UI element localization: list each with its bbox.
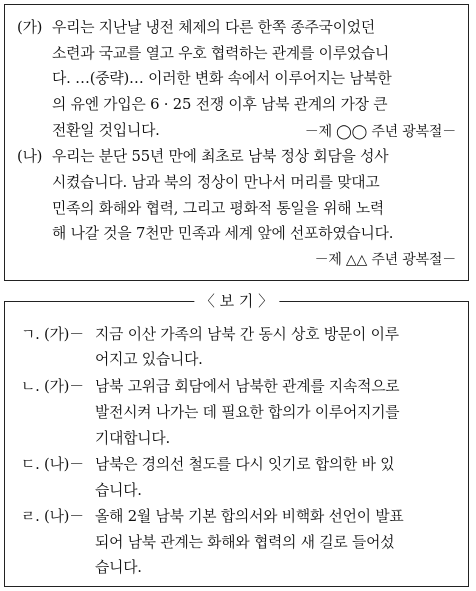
option-line: 발전시켜 나가는 데 필요한 합의가 이루어지기를 (95, 404, 400, 421)
option-ref: (나)－ (44, 508, 84, 525)
options-box (4, 292, 469, 587)
option-ref: (가)－ (44, 326, 84, 343)
passage-a-line: 다. …(중략)… 이러한 변화 속에서 이루어지는 남북한 (52, 70, 392, 87)
passage-a-line: 전환일 것입니다. (52, 122, 160, 139)
option-marker: ㄷ. (21, 456, 40, 473)
passage-b-source: －제 △△ 주년 광복절－ (314, 252, 456, 268)
passage-b-line: 시켰습니다. 남과 북의 정상이 만나서 머리를 맞대고 (52, 174, 380, 191)
passage-b-label: (나) (17, 148, 43, 165)
passage-b-line: 우리는 분단 55년 만에 최초로 남북 정상 회담을 성사 (52, 148, 389, 165)
option-ref: (나)－ (44, 456, 84, 473)
passage-a-source: －제 ◯◯ 주년 광복절－ (304, 124, 456, 140)
option-line: 어지고 있습니다. (95, 351, 203, 368)
passage-b-line: 해 나갈 것을 7천만 민족과 세계 앞에 선포하였습니다. (52, 225, 394, 242)
option-marker: ㄴ. (21, 378, 40, 395)
option-line: 남북은 경의선 철도를 다시 잇기로 합의한 바 있 (95, 456, 395, 473)
option-ref: (가)－ (44, 378, 84, 395)
option-line: 습니다. (95, 482, 142, 499)
passage-a-line: 소련과 국교를 열고 우호 협력하는 관계를 이루었습니 (52, 45, 390, 62)
option-line: 올해 2월 남북 기본 합의서와 비핵화 선언이 발표 (95, 508, 404, 525)
passage-a-label: (가) (17, 19, 43, 36)
option-marker: ㄹ. (21, 508, 40, 525)
option-line: 지금 이산 가족의 남북 간 동시 상호 방문이 이루 (95, 326, 399, 343)
passage-b-line: 민족의 화해와 협력, 그리고 평화적 통일을 위해 노력 (52, 200, 384, 217)
passage-box (4, 4, 469, 281)
passage-a-line: 의 유엔 가입은 6 · 25 전쟁 이후 남북 관계의 가장 큰 (52, 96, 388, 113)
options-title: 〈 보 기 〉 (194, 292, 279, 310)
option-line: 습니다. (95, 559, 142, 576)
passage-a-line: 우리는 지난날 냉전 체제의 다른 한쪽 종주국이었던 (52, 19, 375, 36)
option-line: 기대합니다. (95, 430, 170, 447)
option-line: 되어 남북 관계는 화해와 협력의 새 길로 들어섰 (95, 534, 395, 551)
option-line: 남북 고위급 회담에서 남북한 관계를 지속적으로 (95, 378, 400, 395)
option-marker: ㄱ. (21, 326, 40, 343)
